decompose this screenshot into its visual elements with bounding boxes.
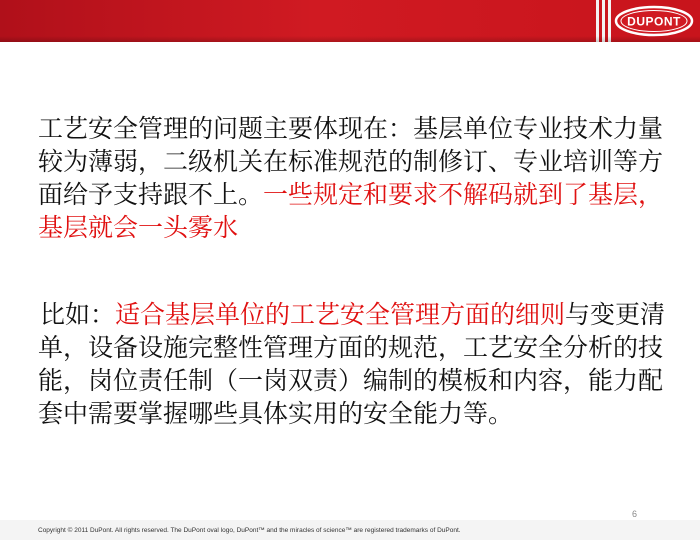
paragraph-1-highlight: 一些规定和要求不解码就到了基层，基层就会一头雾水 (38, 180, 664, 242)
dupont-oval-logo-icon (614, 5, 694, 37)
page-number: 6 (632, 509, 638, 519)
paragraph-1 (38, 112, 678, 244)
paragraph-2-text: 与变更清单，设备设施完整性管理方面的规范，工艺安全分析的技能，岗位责任制（一岗双责）编制的模板和内容，能力配套中需要掌握哪些具体实用的安全能力等。 (38, 300, 666, 428)
paragraph-2 (38, 298, 678, 430)
paragraph-2-highlight: 适合基层单位的工艺安全管理方面的细则 (115, 300, 566, 329)
paragraph-1-text: 工艺安全管理的问题主要体现在：基层单位专业技术力量较为薄弱，二级机关在标准规范的制修订、专业培训等方面给予支持跟不上。 (38, 114, 664, 209)
copyright-text: Copyright © 2011 DuPont. All rights reserved. The DuPont oval logo, DuPont™ and the miracles of science™ are registered trademarks of DuPont. (38, 527, 461, 534)
header-stripes (596, 0, 611, 42)
header-bar (0, 0, 700, 42)
paragraph-2-prefix: 比如： (40, 300, 116, 329)
slide-body (38, 112, 678, 430)
logo-text: DUPONT (627, 14, 681, 29)
